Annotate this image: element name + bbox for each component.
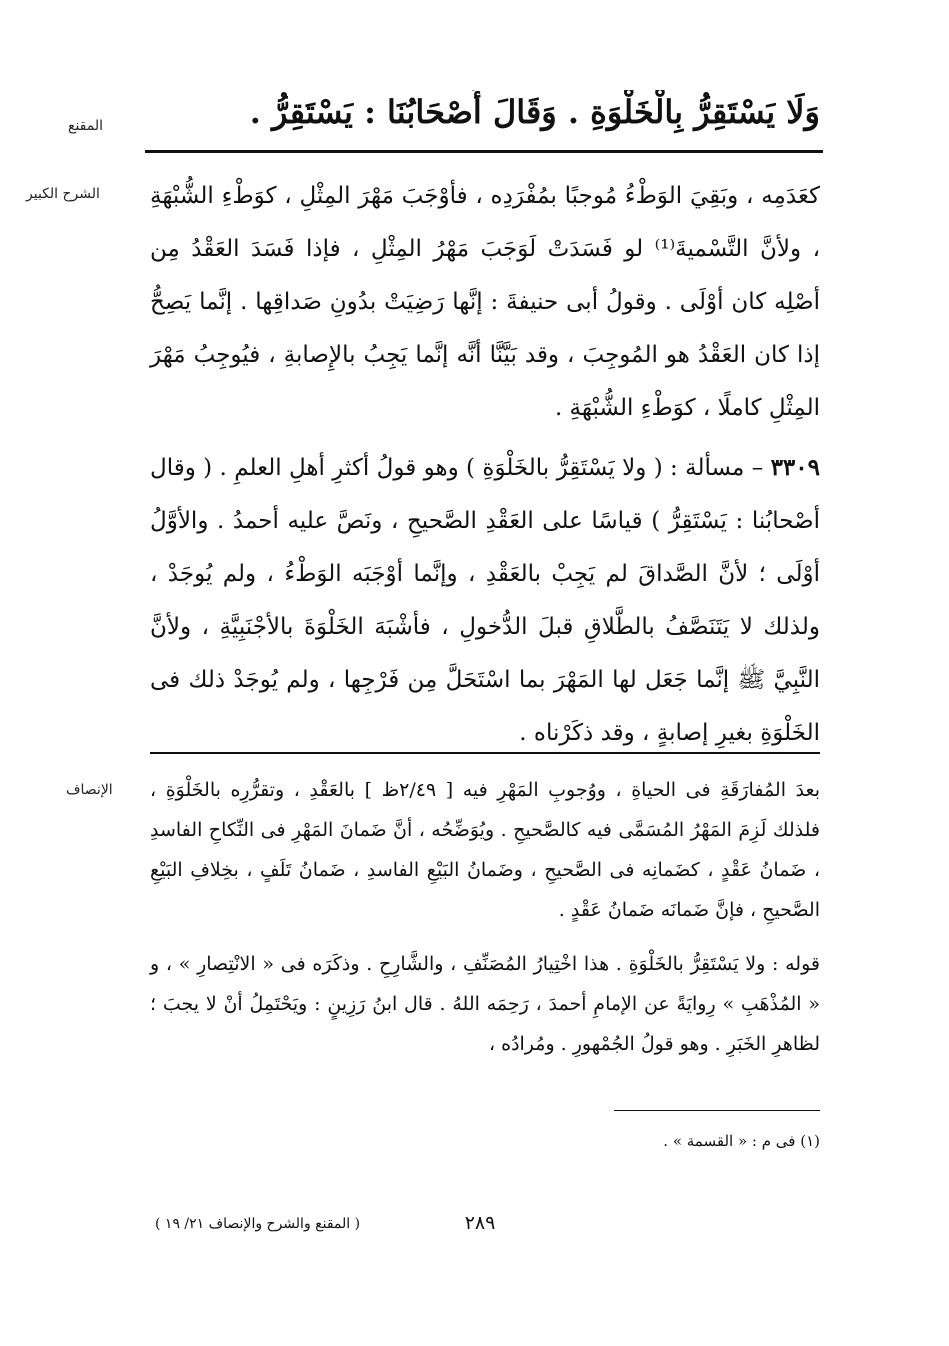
insaf-section-label: الإنصاف [66, 782, 113, 798]
sharh-block [150, 170, 820, 760]
section-separator [150, 752, 820, 754]
sharh-paragraph-2 [150, 441, 820, 760]
footnote-rule [614, 1110, 820, 1111]
header-rule [145, 150, 823, 153]
masala-number: ٣٣٠٩ [770, 454, 820, 481]
page-number: ٢٨٩ [464, 1212, 496, 1234]
volume-reference: ( المقنع والشرح والإنصاف ٢١/ ١٩ ) [155, 1216, 361, 1232]
header-text: وَلَا يَسْتَقِرُّ بِالْخَلْوَةِ . وَقَالَ أَصْحَابُنَا : يَسْتَقِرُّ . [249, 93, 820, 131]
insaf-paragraph-2: قوله : ولا يَسْتَقِرُّ بالخَلْوَةِ . هذا اخْتِيارُ المُصَنِّفِ ، والشَّارِحِ . وذكَرَه فى « الانْتِصارِ » ، و « المُذْهَبِ » رِوايَةً عن الإمامِ أحمدَ ، رَحِمَه اللهُ . قال ابنُ رَزِينٍ : ويَحْتَمِلُ أنْ لا يجبَ ؛ لظاهرِ الخَبَرِ . وهو قولُ الجُمْهورِ . ومُرادُه ، [150, 953, 820, 1055]
header-section-label: المقنع [68, 118, 104, 134]
sharh-paragraph-1: كعَدَمِه ، وبَقِيَ الوَطْءُ مُوجبًا بمُفْرَدِه ، فأوْجَبَ مَهْرَ المِثْلِ ، كوَطْءِ الشُّبْهَةِ ، ولأنَّ التَّسْميةَ⁽¹⁾ لو فَسَدَتْ لَوَجَبَ مَهْرُ المِثْلِ ، فإذا فَسَدَ العَقْدُ مِن أصْلِه كان أوْلَى . وقولُ أبى حنيفةَ : إنَّها رَضِيَتْ بدُونِ صَداقِها . إنَّما يَصِحُّ إذا كان العَقْدُ هو المُوجِبَ ، وقد بَيَّنَّا أنَّه إنَّما يَجِبُ بالإِصابةِ ، فيُوجِبُ مَهْرَ المِثْلِ كاملًا ، كوَطْءِ الشُّبْهَةِ . [150, 183, 821, 421]
footnote: (١) فى م : « القسمة » . [663, 1132, 820, 1150]
insaf-block [150, 770, 820, 1064]
sharh-section-label: الشرح الكبير [26, 186, 100, 202]
insaf-paragraph-1: بعدَ المُفارَقَةِ فى الحياةِ ، ووُجوبِ المَهْرِ فيه [ ٢/٤٩ظ ] بالعَقْدِ ، وتقرُّرِه بالخَلْوَةِ ، فلذلك لَزِمَ المَهْرُ المُسَمَّى فيه كالصَّحيحِ . ويُوَضِّحُه ، أنَّ ضَمانَ المَهْرِ فى النِّكاحِ الفاسدِ ، ضَمانُ عَقْدٍ ، كضَمانِه فى الصَّحيحِ ، وضَمانُ البَيْعِ الفاسدِ ، ضَمانُ تَلَفٍ ، بخِلافِ البَيْعِ الصَّحيحِ ، فإنَّ ضَمانَه ضَمانُ عَقْدٍ . [150, 779, 820, 921]
masala-text: – مسألة : ( ولا يَسْتَقِرُّ بالخَلْوَةِ ) وهو قولُ أكثرِ أهلِ العلمِ . ( وقال أصْحابُنا : يَسْتَقِرُّ ) قياسًا على العَقْدِ الصَّحيحِ ، ونَصَّ عليه أحمدُ . والأوَّلُ أوْلَى ؛ لأنَّ الصَّداقَ لم يَجِبْ بالعَقْدِ ، وإنَّما أوْجَبَه الوَطْءُ ، ولم يُوجَدْ ، ولذلك لا يَتَنَصَّفُ بالطَّلاقِ قبلَ الدُّخولِ ، فأشْبَهَ الخَلْوَةَ بالأجْنَبِيَّةِ ، ولأنَّ النَّبِيَّ ﷺ إنَّما جَعَل لها المَهْرَ بما اسْتَحَلَّ مِن فَرْجِها ، ولم يُوجَدْ ذلك فى الخَلْوَةِ بغيرِ إصابةٍ ، وقد ذكَرْناه . [150, 455, 820, 746]
